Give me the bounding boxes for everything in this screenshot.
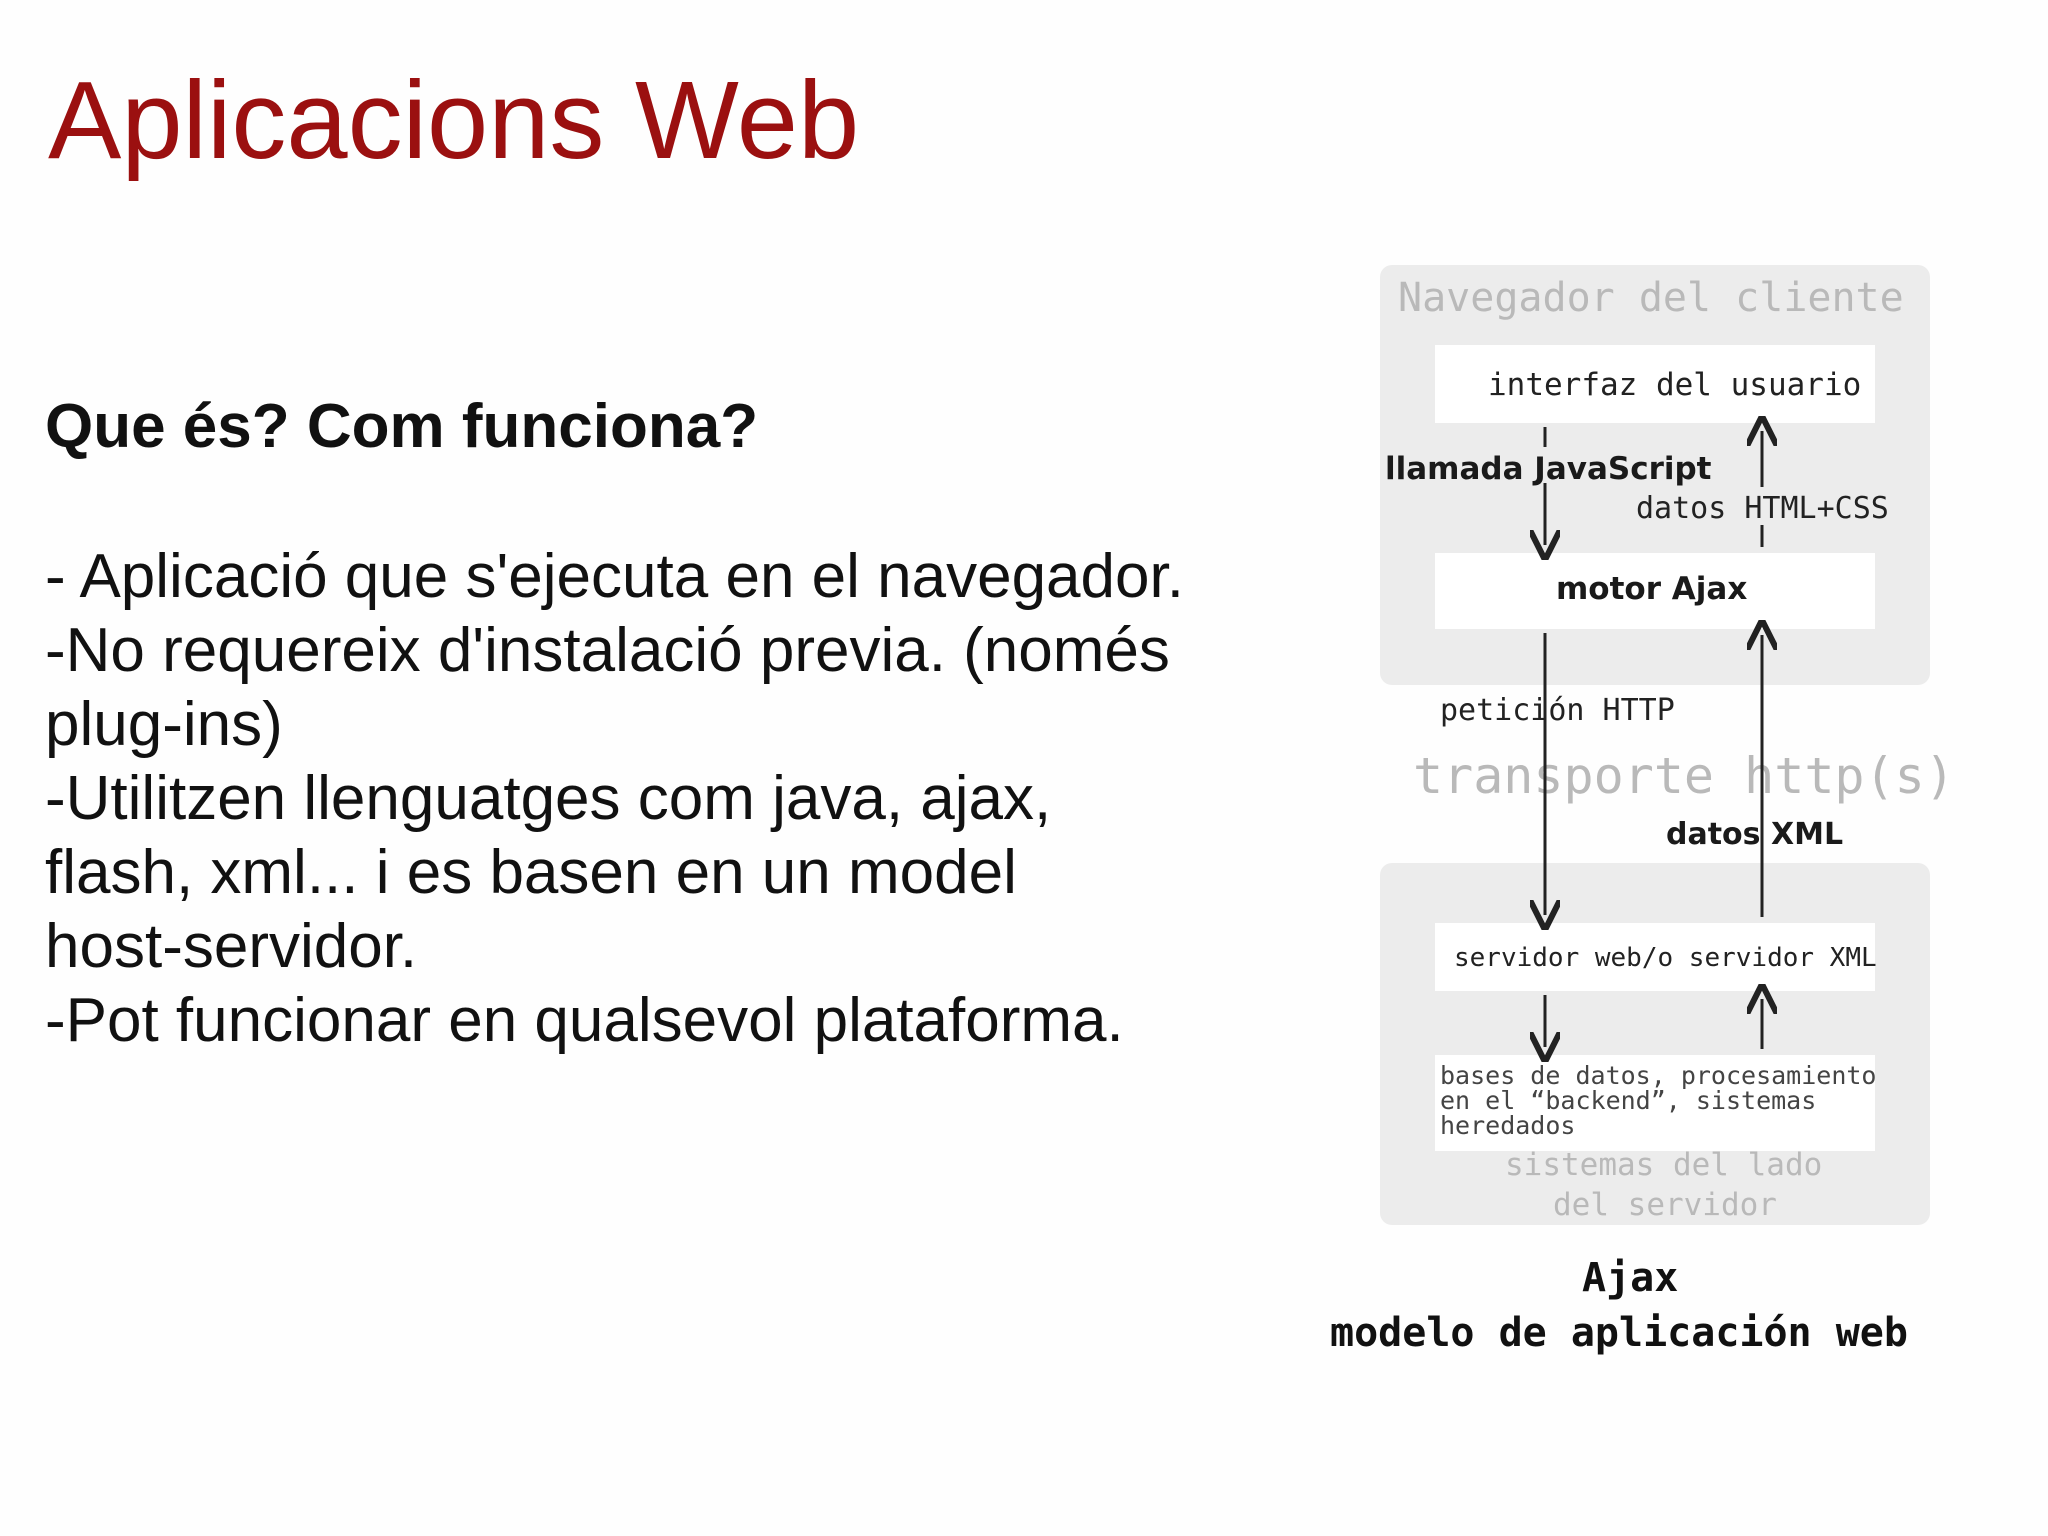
body-line: -Utilitzen llenguatges com java, ajax,: [45, 764, 1052, 833]
ui-box-label: interfaz del usuario: [1488, 367, 1862, 403]
diagram-caption: modelo de aplicación web: [1330, 1310, 1908, 1356]
body-line: plug-ins): [45, 690, 283, 759]
ajax-diagram: [1330, 255, 1955, 1395]
client-panel-label: Navegador del cliente: [1398, 275, 1904, 321]
xml-data-label: datos XML: [1666, 817, 1844, 852]
server-box-label: servidor web/o servidor XML: [1454, 943, 1877, 973]
body-line: flash, xml... i es basen en un model: [45, 838, 1017, 907]
server-panel-label: del servidor: [1553, 1187, 1777, 1223]
backend-line: bases de datos, procesamiento: [1440, 1061, 1877, 1090]
slide-body: [45, 540, 1335, 1058]
slide-subtitle: Que és? Com funciona?: [45, 392, 759, 461]
diagram-caption: Ajax: [1582, 1255, 1679, 1301]
engine-box-label: motor Ajax: [1556, 571, 1748, 607]
transport-label: transporte http(s): [1413, 747, 1955, 805]
http-request-label: petición HTTP: [1440, 693, 1675, 728]
flow-arrows: [1330, 255, 1950, 1395]
body-line: -Pot funcionar en qualsevol plataforma.: [45, 986, 1124, 1055]
slide-title: Aplicacions Web: [48, 59, 860, 182]
server-panel-label: sistemas del lado: [1505, 1147, 1823, 1183]
body-line: -No requereix d'instalació previa. (només: [45, 616, 1170, 685]
html-css-label: datos HTML+CSS: [1636, 491, 1889, 526]
body-line: host-servidor.: [45, 912, 418, 981]
js-call-label: llamada JavaScript: [1385, 451, 1712, 487]
backend-line: heredados: [1440, 1111, 1576, 1140]
body-line: - Aplicació que s'ejecuta en el navegador.: [45, 542, 1184, 611]
backend-line: en el “backend”, sistemas: [1440, 1086, 1817, 1115]
